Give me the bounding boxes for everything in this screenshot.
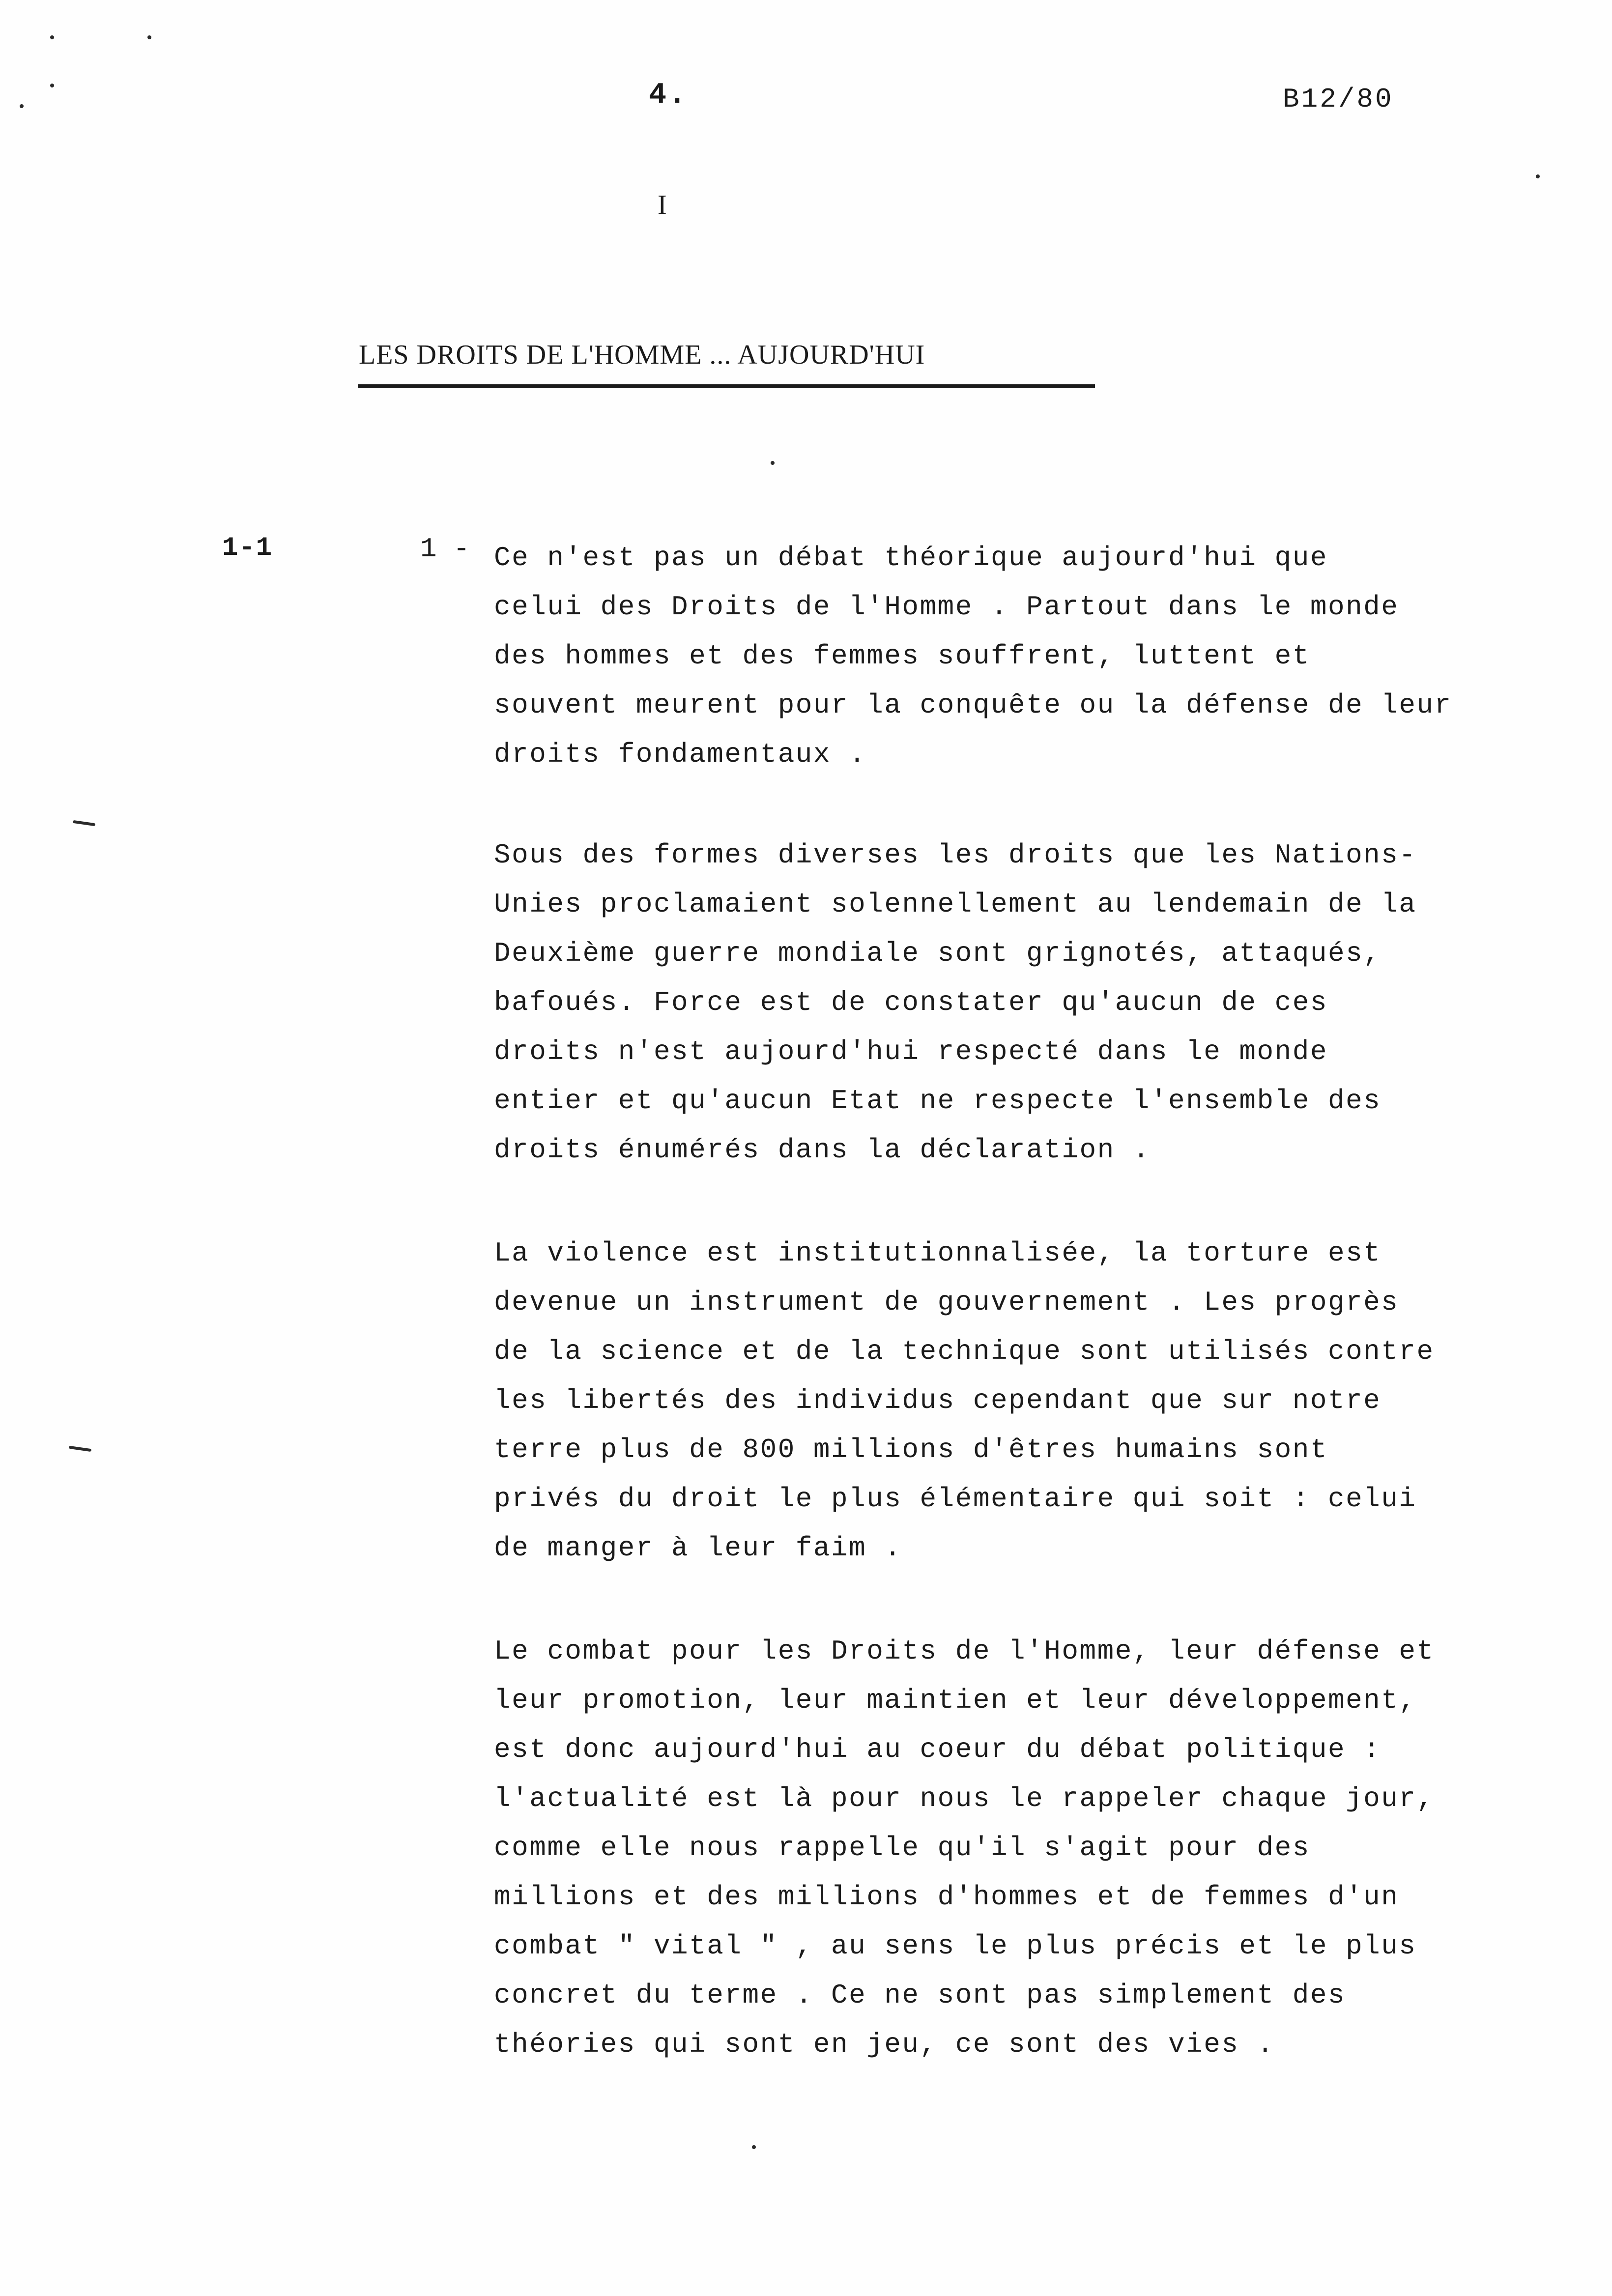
scan-mark [73,820,95,826]
paragraph-3: La violence est institutionnalisée, la torture est devenue un instrument de gouvernement . Les progrès de la science et de la technique sont utilisés contre les libertés des individus cependant que sur notre terre plus de 800 millions d'êtres humains sont privés du droit le plus élémentaire qui soit : celui de manger à leur faim . [494,1237,1435,1564]
scan-mark [69,1446,91,1452]
scan-speck [50,35,54,39]
paragraph-2: Sous des formes diverses les droits que les Nations- Unies proclamaient solennellement au lendemain de la Deuxième guerre mondiale sont grignotés, attaqués, bafoués. Force est de constater qu'aucun de ces droits n'est aujourd'hui respecté dans le monde entier et qu'aucun Etat ne respecte l'ensemble des droits énumérés dans la déclaration . [494,839,1417,1166]
section-title: LES DROITS DE L'HOMME ... AUJOURD'HUI [359,340,925,370]
document-reference: B12/80 [1283,84,1394,115]
scan-speck [1536,174,1540,178]
paragraph-number: 1 - [420,533,470,565]
page-number: 4. [649,79,689,112]
paragraph-1: Ce n'est pas un débat théorique aujourd'hui que celui des Droits de l'Homme . Partout dans le monde des hommes et des femmes souffrent, luttent et souvent meurent pour la conquête ou la défense de leur droits fondamentaux . [494,542,1452,770]
scan-speck [752,2145,756,2149]
paragraph-4: Le combat pour les Droits de l'Homme, leur défense et leur promotion, leur maintien et leur développement, est donc aujourd'hui au coeur du débat politique : l'actualité est là pour nous le rappeler chaque jour, comme elle nous rappelle qu'il s'agit pour des millions et des millions d'hommes et de femmes d'un combat " vital " , au sens le plus précis et le plus concret du terme . Ce ne sont pas simplement des théories qui sont en jeu, ce sont des vies . [494,1636,1435,2060]
scan-speck [50,84,54,87]
title-underline [358,384,1095,388]
scan-speck [771,461,775,465]
margin-reference: 1-1 [222,533,273,563]
section-numeral: I [658,190,667,220]
scan-speck [20,104,24,108]
scan-speck [147,35,151,39]
